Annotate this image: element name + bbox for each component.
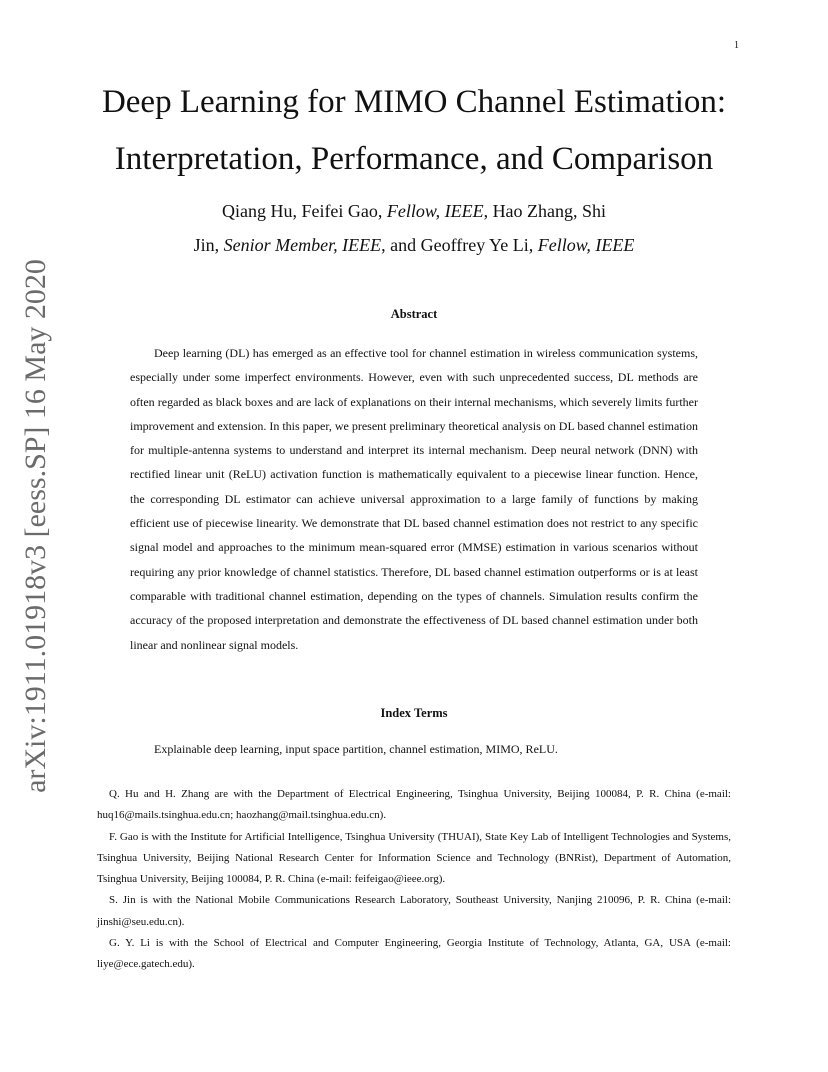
author-line-1 bbox=[120, 194, 708, 228]
paper-title bbox=[80, 74, 748, 188]
author-names-2: , Hao Zhang, Shi bbox=[483, 201, 607, 221]
abstract-heading: Abstract bbox=[390, 307, 438, 321]
author-list bbox=[120, 194, 708, 262]
arxiv-identifier: arXiv:1911.01918v3 [eess.SP] 16 May 2020 bbox=[19, 259, 52, 793]
author-line-2 bbox=[120, 228, 708, 262]
footnote-affiliation: S. Jin is with the National Mobile Communications Research Laboratory, Southeast University, Nanjing 210096, P. R. China (e-mail: jinshi@seu.edu.cn). bbox=[97, 894, 731, 928]
abstract-text: Deep learning (DL) has emerged as an effective tool for channel estimation in wireless communication systems, especially under some imperfect environments. However, even with such unprecedented success, DL methods are often regarded as black boxes and are lack of explanations on their internal mechanisms, which severely limits further improvement and extension. In this paper, we present preliminary theoretical analysis on DL based channel estimation for multiple-antenna systems to understand and interpret its internal mechanism. Deep neural network (DNN) with rectified linear unit (ReLU) activation function is mathematically equivalent to a piecewise linear function. Hence, the corresponding DL estimator can achieve universal approximation to a large family of functions by making efficient use of piecewise linearity. We demonstrate that DL based channel estimation does not restrict to any specific signal model and approaches to the minimum mean-squared error (MMSE) estimation in various scenarios without requiring any prior knowledge of channel statistics. Therefore, DL based channel estimation outperforms or is at least comparable with traditional channel estimation, depending on the types of channels. Simulation results confirm the accuracy of the proposed interpretation and demonstrate the effectiveness of DL based channel estimation under both linear and nonlinear signal models. bbox=[130, 346, 698, 652]
author-role-1: Fellow, IEEE bbox=[386, 201, 484, 221]
paper-title-line-2: Interpretation, Performance, and Comparison bbox=[114, 141, 714, 177]
index-terms-text: Explainable deep learning, input space partition, channel estimation, MIMO, ReLU. bbox=[154, 742, 558, 756]
author-role-2: Senior Member, IEEE bbox=[223, 235, 382, 255]
author-names-4: , and Geoffrey Ye Li, bbox=[381, 235, 538, 255]
footnote-affiliation: F. Gao is with the Institute for Artificial Intelligence, Tsinghua University (THUAI), State Key Lab of Intelligent Technologies and Systems, Tsinghua University, Beijing National Research Center for Information Science and Technology (BNRist), Department of Automation, Tsinghua University, Beijing 100084, P. R. China (e-mail: feifeigao@ieee.org). bbox=[97, 830, 731, 886]
author-role-3: Fellow, IEEE bbox=[537, 235, 635, 255]
author-names-1: Qiang Hu, Feifei Gao, bbox=[221, 201, 387, 221]
footnote-affiliation: Q. Hu and H. Zhang are with the Department of Electrical Engineering, Tsinghua University, Beijing 100084, P. R. China (e-mail: huq16@mails.tsinghua.edu.cn; haozhang@mail.tsinghua.edu.cn). bbox=[97, 788, 731, 822]
index-terms-heading: Index Terms bbox=[380, 706, 448, 720]
author-affiliation-footnotes bbox=[97, 784, 731, 976]
page-number: 1 bbox=[734, 40, 739, 51]
footnote-affiliation: G. Y. Li is with the School of Electrical and Computer Engineering, Georgia Institute of Technology, Atlanta, GA, USA (e-mail: liye@ece.gatech.edu). bbox=[97, 937, 731, 971]
paper-title-line-1: Deep Learning for MIMO Channel Estimation: bbox=[101, 84, 727, 120]
author-names-3: Jin, bbox=[193, 235, 224, 255]
